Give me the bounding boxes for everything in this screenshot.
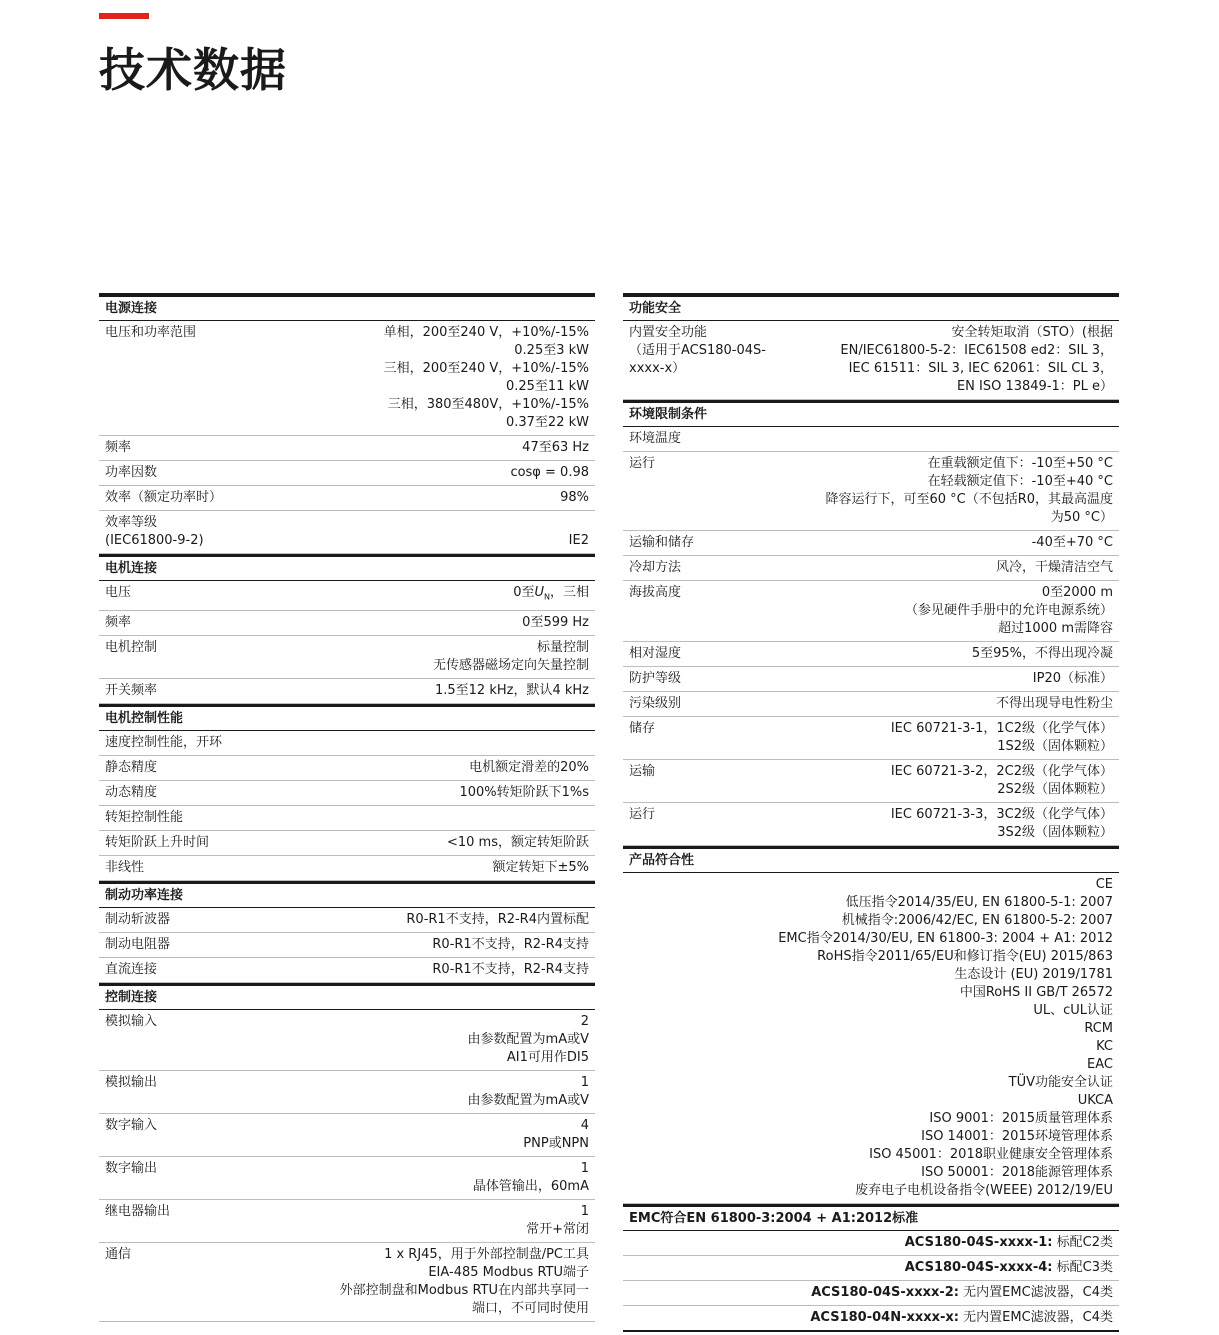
- section-heading: 电源连接: [99, 293, 595, 321]
- spec-value: [689, 645, 1113, 663]
- spec-value-line: EN ISO 13849-1：PL e）: [956, 379, 1113, 394]
- spec-value-line: UL、cUL认证: [1033, 1003, 1113, 1018]
- spec-value-line: R0-R1不支持，R2-R4内置标配: [406, 911, 589, 927]
- spec-section: [99, 881, 595, 983]
- spec-row: [623, 581, 1119, 642]
- spec-value-line: 废弃电子电机设备指令(WEEE) 2012/19/EU: [855, 1183, 1113, 1198]
- emc-model: ACS180-04S-xxxx-2:: [811, 1285, 959, 1300]
- right-spec-column: [623, 293, 1119, 1332]
- emc-model: ACS180-04N-xxxx-x:: [810, 1310, 959, 1325]
- spec-value-line: 1: [580, 1160, 589, 1176]
- spec-value-line: 3S2级（固体颗粒）: [997, 825, 1113, 840]
- spec-value-line: 标量控制: [536, 639, 589, 655]
- spec-value-line: 风冷，干燥清洁空气: [995, 560, 1113, 575]
- spec-value-line: EAC: [1087, 1057, 1113, 1072]
- spec-value-line: 0至2000 m: [1041, 585, 1113, 600]
- spec-value-line: 三相，200至240 V，+10%/-15%: [383, 361, 589, 376]
- spec-value: [637, 876, 1113, 1200]
- spec-label: 防护等级: [629, 671, 682, 686]
- spec-value-line: ISO 9001：2015质量管理体系: [929, 1111, 1113, 1126]
- spec-value: [212, 514, 589, 550]
- spec-row: [623, 803, 1119, 846]
- spec-label: 运输: [629, 764, 656, 779]
- spec-label: 储存: [629, 721, 656, 736]
- spec-value-line: 机械指令:2006/42/EC, EN 61800-5-2: 2007: [841, 913, 1113, 928]
- spec-label: 非线性: [105, 859, 145, 875]
- emc-section: [623, 1204, 1119, 1332]
- section-heading: 产品符合性: [623, 846, 1119, 873]
- spec-value-line: RoHS指令2011/65/EU和修订指令(EU) 2015/863: [817, 949, 1113, 964]
- spec-value: [689, 430, 1113, 448]
- spec-value-line: 0.25至3 kW: [514, 343, 589, 358]
- spec-value-line: 1 x RJ45，用于外部控制盘/PC工具: [384, 1246, 589, 1262]
- spec-label: 电压和功率范围: [105, 325, 197, 340]
- spec-label: 冷却方法: [629, 560, 682, 575]
- page-title: 技术数据: [99, 43, 287, 97]
- spec-row: [623, 642, 1119, 667]
- spec-value: [191, 809, 589, 827]
- section-heading: EMC符合EN 61800-3:2004 + A1:2012标准: [623, 1204, 1119, 1231]
- section-heading: 控制连接: [99, 983, 595, 1010]
- spec-value-line: 安全转矩取消（STO）(根据: [951, 325, 1113, 340]
- spec-value-line: 在轻载额定值下：-10至+40 °C: [927, 474, 1113, 489]
- spec-value-line: PNP或NPN: [523, 1135, 589, 1151]
- spec-value: [165, 1013, 589, 1067]
- spec-row: [99, 1114, 595, 1157]
- spec-value-line: 三相，380至480V，+10%/-15%: [387, 397, 589, 412]
- spec-label: 转矩阶跃上升时间: [105, 834, 210, 850]
- spec-row: [99, 321, 595, 436]
- spec-value-line: 4: [580, 1117, 589, 1133]
- spec-value-line: 晶体管输出，60mA: [472, 1178, 589, 1194]
- spec-value-line: 由参数配置为mA或V: [467, 1092, 589, 1108]
- spec-value: [689, 559, 1113, 577]
- spec-value-line: TÜV功能安全认证: [1008, 1075, 1113, 1090]
- spec-value-line: 2S2级（固体颗粒）: [997, 782, 1113, 797]
- spec-label: 继电器输出: [105, 1203, 171, 1219]
- spec-row: [623, 692, 1119, 717]
- section-heading: 电机控制性能: [99, 704, 595, 731]
- emc-row: [623, 1306, 1119, 1332]
- spec-value-line: IE2: [568, 533, 589, 548]
- spec-row: [99, 908, 595, 933]
- spec-value-line: [212, 514, 589, 532]
- spec-label: 数字输入: [105, 1117, 158, 1133]
- spec-value-line: 电机额定滑差的20%: [469, 759, 589, 775]
- spec-value-line: CE: [1095, 877, 1113, 892]
- spec-value-line: IEC 60721-3-1，1C2级（化学气体）: [890, 721, 1113, 736]
- emc-model: ACS180-04S-xxxx-1:: [904, 1235, 1053, 1250]
- spec-value-line: 端口，不可同时使用: [471, 1300, 589, 1316]
- emc-model: ACS180-04S-xxxx-4:: [904, 1260, 1053, 1275]
- spec-label: 电压: [105, 585, 132, 600]
- spec-value-line: 额定转矩下±5%: [492, 859, 589, 875]
- spec-value-line: 98%: [560, 490, 589, 505]
- spec-row: [99, 1243, 595, 1322]
- spec-row: [99, 958, 595, 983]
- spec-value: [230, 489, 589, 507]
- spec-row: [99, 486, 595, 511]
- spec-row: [623, 556, 1119, 581]
- spec-value-line: ISO 50001：2018能源管理体系: [921, 1165, 1113, 1180]
- spec-row: [623, 717, 1119, 760]
- emc-row: [623, 1281, 1119, 1306]
- spec-value: [165, 784, 589, 802]
- left-spec-column: [99, 293, 595, 1322]
- spec-row: [623, 427, 1119, 452]
- spec-label: 直流连接: [105, 961, 158, 977]
- spec-label: 动态精度: [105, 784, 158, 800]
- spec-label: 静态精度: [105, 759, 158, 775]
- spec-row: [99, 856, 595, 881]
- spec-value-line: <10 ms，额定转矩阶跃: [446, 834, 589, 850]
- spec-row: [99, 731, 595, 756]
- spec-row: [623, 667, 1119, 692]
- spec-row: [623, 321, 1119, 400]
- spec-value-line: IP20（标准）: [1032, 671, 1113, 686]
- spec-label: 环境温度: [629, 431, 682, 446]
- spec-row: [99, 831, 595, 856]
- spec-value: [663, 806, 1113, 842]
- emc-class-text: 无内置EMC滤波器，C4类: [959, 1285, 1113, 1300]
- spec-row: [99, 1157, 595, 1200]
- spec-value: [689, 670, 1113, 688]
- spec-label: 运行: [629, 456, 656, 471]
- spec-value-line: 无传感器磁场定向矢量控制: [432, 657, 589, 673]
- spec-label: 制动电阻器: [105, 936, 171, 952]
- spec-row: [99, 636, 595, 679]
- spec-value-line: KC: [1096, 1039, 1113, 1054]
- spec-value: [165, 464, 589, 482]
- emc-row: [623, 1256, 1119, 1281]
- spec-label: 电机控制: [105, 639, 158, 655]
- spec-value: [178, 936, 589, 954]
- spec-row: [99, 806, 595, 831]
- emc-class-text: 标配C2类: [1052, 1235, 1113, 1250]
- spec-value: [663, 455, 1113, 527]
- spec-value-line: 0.25至11 kW: [505, 379, 589, 394]
- section-heading: 功能安全: [623, 293, 1119, 321]
- spec-row: [623, 452, 1119, 531]
- spec-value-line: AI1可用作DI5: [506, 1049, 589, 1065]
- spec-value: [165, 759, 589, 777]
- spec-value: [217, 834, 589, 852]
- spec-label: 数字输出: [105, 1160, 158, 1176]
- spec-section: [623, 846, 1119, 1204]
- spec-value-line: （参见硬件手册中的允许电源系统）: [904, 603, 1113, 618]
- spec-value-line: 为50 °C）: [1050, 510, 1113, 525]
- spec-value-line: [191, 809, 589, 827]
- spec-value: [689, 695, 1113, 713]
- spec-label: 效率等级 (IEC61800-9-2): [105, 515, 204, 548]
- spec-value: [139, 439, 589, 457]
- spec-label: 相对湿度: [629, 646, 682, 661]
- spec-value: [152, 859, 589, 877]
- spec-row: [623, 531, 1119, 556]
- spec-value: [139, 614, 589, 632]
- spec-value: [165, 961, 589, 979]
- spec-row: [99, 1010, 595, 1071]
- spec-label: 速度控制性能，开环: [105, 734, 223, 750]
- spec-label: 内置安全功能 （适用于ACS180-04S- xxxx-x）: [629, 325, 766, 376]
- spec-section: [623, 400, 1119, 846]
- spec-label: 模拟输入: [105, 1013, 158, 1029]
- spec-label: 通信: [105, 1246, 132, 1262]
- spec-section: [99, 983, 595, 1322]
- spec-value-line: 常开+常闭: [526, 1221, 589, 1237]
- spec-value-line: 0至$U_N$，三相: [513, 585, 589, 602]
- spec-row: [99, 1200, 595, 1243]
- spec-value: [689, 584, 1113, 638]
- spec-row: [99, 933, 595, 958]
- spec-value-line: 中国RoHS II GB/T 26572: [959, 985, 1113, 1000]
- spec-value-line: R0-R1不支持，R2-R4支持: [432, 936, 589, 952]
- spec-value: [165, 1117, 589, 1153]
- emc-row: [623, 1231, 1119, 1256]
- spec-label: 运输和储存: [629, 535, 695, 550]
- spec-value-line: 1.5至12 kHz，默认4 kHz: [434, 682, 589, 698]
- spec-value-line: 1S2级（固体颗粒）: [997, 739, 1113, 754]
- emc-class-text: 标配C3类: [1052, 1260, 1113, 1275]
- spec-value: [139, 1246, 589, 1318]
- spec-value-line: 外部控制盘和Modbus RTU在内部共享同一: [339, 1282, 589, 1298]
- spec-row: [99, 461, 595, 486]
- spec-label: 效率（额定功率时）: [105, 490, 223, 505]
- spec-label: 转矩控制性能: [105, 809, 184, 825]
- spec-label: 海拔高度: [629, 585, 682, 600]
- spec-value-line: 降容运行下，可至60 °C（不包括R0，其最高温度: [825, 492, 1113, 507]
- spec-value: [663, 763, 1113, 799]
- spec-value-line: 低压指令2014/35/EU, EN 61800-5-1: 2007: [845, 895, 1113, 910]
- emc-class-text: 无内置EMC滤波器，C4类: [959, 1310, 1113, 1325]
- spec-row: [99, 581, 595, 611]
- spec-value: [139, 584, 589, 607]
- spec-value: [702, 534, 1113, 552]
- spec-value-line: IEC 61511：SIL 3, IEC 62061：SIL CL 3，: [848, 361, 1113, 376]
- section-heading: 制动功率连接: [99, 881, 595, 908]
- spec-value: [165, 1160, 589, 1196]
- spec-label: 功率因数: [105, 465, 158, 480]
- spec-row: [623, 873, 1119, 1204]
- spec-value-line: cosφ = 0.98: [510, 465, 589, 480]
- spec-value-line: 100%转矩阶跃下1%s: [459, 784, 589, 800]
- spec-value: [165, 682, 589, 700]
- spec-label: 频率: [105, 614, 132, 630]
- spec-row: [99, 781, 595, 806]
- spec-section: [623, 293, 1119, 400]
- spec-value: [178, 1203, 589, 1239]
- spec-value-line: 5至95%，不得出现冷凝: [971, 646, 1113, 661]
- spec-value: [774, 324, 1113, 396]
- spec-row: [99, 679, 595, 704]
- spec-value-line: -40至+70 °C: [1031, 535, 1113, 550]
- spec-label: 开关频率: [105, 682, 158, 698]
- spec-value-line: IEC 60721-3-2，2C2级（化学气体）: [890, 764, 1113, 779]
- spec-label: 制动斩波器: [105, 911, 171, 927]
- spec-value-line: RCM: [1084, 1021, 1113, 1036]
- spec-value: [204, 324, 589, 432]
- spec-row: [623, 760, 1119, 803]
- spec-section: [99, 704, 595, 881]
- spec-value-line: EMC指令2014/30/EU, EN 61800-3: 2004 + A1: 2012: [778, 931, 1113, 946]
- spec-value-line: ISO 14001：2015环境管理体系: [921, 1129, 1113, 1144]
- spec-value-line: 1: [580, 1074, 589, 1090]
- spec-value-line: 不得出现导电性粉尘: [995, 696, 1113, 711]
- spec-value-line: [230, 734, 589, 752]
- spec-value-line: 超过1000 m需降容: [998, 621, 1113, 636]
- spec-value-line: UKCA: [1077, 1093, 1113, 1108]
- spec-value-line: 由参数配置为mA或V: [467, 1031, 589, 1047]
- spec-row: [99, 436, 595, 461]
- spec-label: 运行: [629, 807, 656, 822]
- spec-label: 模拟输出: [105, 1074, 158, 1090]
- spec-value-line: 47至63 Hz: [522, 440, 589, 455]
- spec-value: [178, 911, 589, 929]
- spec-row: [99, 611, 595, 636]
- spec-value-line: R0-R1不支持，R2-R4支持: [432, 961, 589, 977]
- section-heading: 环境限制条件: [623, 400, 1119, 427]
- spec-value-line: [689, 430, 1113, 448]
- spec-value-line: IEC 60721-3-3，3C2级（化学气体）: [890, 807, 1113, 822]
- spec-value-line: 在重载额定值下：-10至+50 °C: [927, 456, 1113, 471]
- spec-value-line: 单相，200至240 V，+10%/-15%: [383, 325, 589, 340]
- section-heading: 电机连接: [99, 554, 595, 581]
- spec-value: [165, 1074, 589, 1110]
- spec-value-line: 0至599 Hz: [522, 614, 589, 630]
- spec-value: [165, 639, 589, 675]
- spec-value-line: ISO 45001：2018职业健康安全管理体系: [869, 1147, 1113, 1162]
- spec-value-line: 0.37至22 kW: [505, 415, 589, 430]
- spec-value-line: EN/IEC61800-5-2：IEC61508 ed2：SIL 3，: [840, 343, 1113, 358]
- spec-row: [99, 1071, 595, 1114]
- spec-value: [230, 734, 589, 752]
- title-accent-bar: [99, 13, 149, 19]
- spec-section: [99, 554, 595, 704]
- spec-row: [99, 511, 595, 554]
- spec-label: 频率: [105, 440, 132, 455]
- spec-label: 污染级别: [629, 696, 682, 711]
- spec-value-line: 2: [580, 1013, 589, 1029]
- spec-value-line: 1: [580, 1203, 589, 1219]
- spec-row: [99, 756, 595, 781]
- spec-value: [663, 720, 1113, 756]
- spec-value-line: 生态设计 (EU) 2019/1781: [954, 967, 1113, 982]
- spec-section: [99, 293, 595, 554]
- spec-value-line: EIA-485 Modbus RTU端子: [428, 1264, 589, 1280]
